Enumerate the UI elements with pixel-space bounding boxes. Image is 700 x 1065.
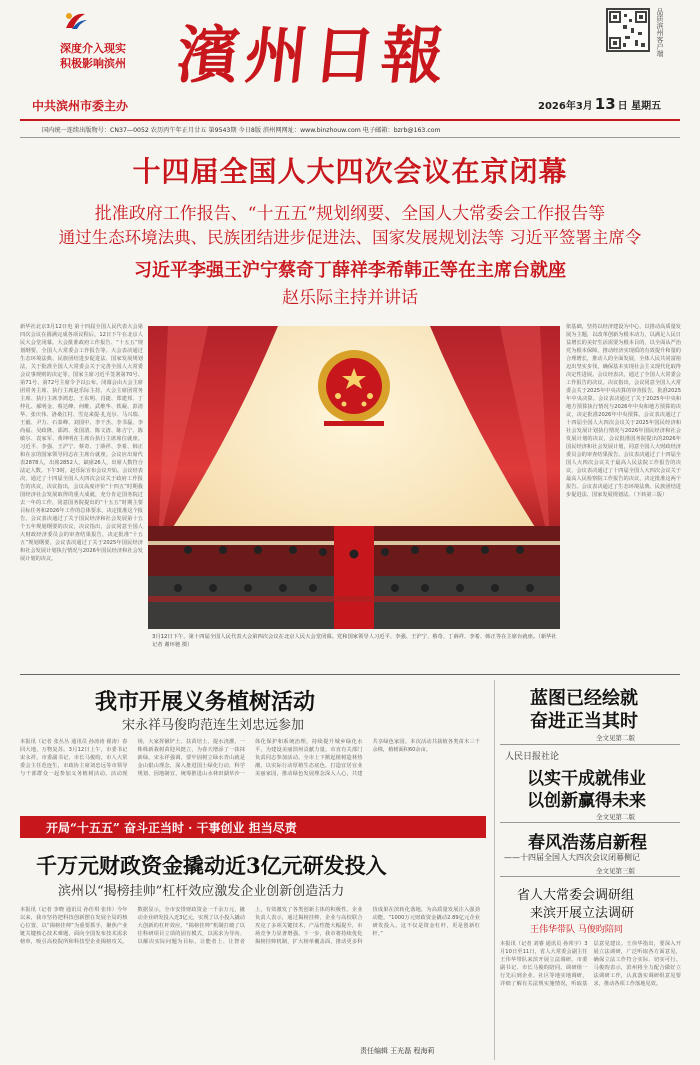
sidebar-item-2-source: 人民日报社论 <box>505 752 560 762</box>
qr-code-icon[interactable] <box>606 8 650 52</box>
tree-subhead: 宋永祥马俊昀范连生刘忠远参加 <box>122 718 305 733</box>
sidebar-rule-2 <box>500 822 680 823</box>
lead-subhead-4: 赵乐际主持并讲话 <box>282 288 418 308</box>
sidebar-item-4-subhead: 王伟华带队 马俊昀陪同 <box>530 925 623 935</box>
sidebar-rule-1 <box>500 744 680 745</box>
sidebar-item-4-body: 本报讯（记者 刘睿 通讯员 孙邦宇）3月10日至11日，省人大常委会副主任王伟华带队来滨开展立法调研。市委副书记、市长马俊昀陪同。调研组一行先后到企业、社区等地实地调研，详细了解有关法规实施情况，听取基层意见建议。王伟华指出，要深入开展立法调研，广泛听取各方面意见，确保立法工作符合实际、切实可行。马俊昀表示，滨州将全力配合做好立法调研工作，认真落实调研组意见要求，推动各项工作落地见效。 <box>500 941 681 987</box>
sidebar-item-2-line-1[interactable]: 以实干成就伟业 <box>527 769 646 789</box>
sidebar-divider <box>494 680 495 1060</box>
sidebar-item-2-ref[interactable]: 全文见第二版 <box>596 813 635 821</box>
tree-headline[interactable]: 我市开展义务植树活动 <box>95 689 316 715</box>
sidebar-item-4-line-2[interactable]: 来滨开展立法调研 <box>530 906 635 921</box>
lead-headline[interactable]: 十四届全国人大四次会议在京闭幕 <box>132 155 568 188</box>
section-divider <box>20 674 680 675</box>
sidebar-item-1-line-1[interactable]: 蓝图已经绘就 <box>530 688 638 709</box>
qr-caption: 品质滨州客户端 <box>656 8 664 57</box>
lead-article-left: 新华社北京3月12日电 第十四届全国人民代表大会第四次会议在圆满完成各项议程后，12日下午在北京人民大会堂闭幕。大会批准政府工作报告、“十五五”规划纲要，全国人大常委会工作报告等。大会表决通过生态环境法典、民族团结进步促进法、国家发展规划法，关于批准全国人大常委会关于完善全国人大常委会议事规则的决定等。国家主席习近平签署第70号、第71号、第72号主席令予以公布。闭幕会由大会主席团常务主席、执行主席赵乐际主持。大会主席团常务主席、执行主席李鸿忠、王东明、肖捷、郑建邦、丁仲礼、郝明金、蔡达峰、何维、武维华、铁凝、彭清华、张庆伟、洛桑江村、雪克来提·扎克尔、马兴瑞、王毅、尹力、石泰峰、刘国中、李干杰、李书磊、李尚福、吴政隆、邵鸿、张国清、陈文清、陈吉宁、陈敏尔、袁家军、黄坤明在主席台执行主席席位就座。习近平、李强、王沪宁、蔡奇、丁薛祥、李希、韩正和在京的国家领导同志在主席台就座。会议应出席代表2878人，出席2852人，缺席26人，出席人数符合法定人数。下午3时，赵乐际宣布会议开始。会议经表决，通过了十四届全国人大四次会议关于政府工作报告的决议，决议指出，会议高度评价“十四五”时期我国经济社会发展取得的重大成就，充分肯定国务院过去一年的工作，同意国务院提出的“十五五”时期主要目标任务和2026年工作的总体要求，决定批准这个报告。会议表决通过了关于国民经济和社会发展第十五个五年规划纲要的决议，决议指出，会议同意全国人大财政经济委员会的审查结果报告，决定批准“十五五”规划纲要。会议表决通过了关于2025年国民经济和社会发展计划执行情况与2026年国民经济和社会发展计划的决议。 <box>20 324 143 562</box>
date-year-month: 2026年3月 <box>538 101 593 112</box>
sidebar-item-3-line-1[interactable]: 春风浩荡启新程 <box>528 833 647 853</box>
invest-article-body: 本报讯（记者 李晓 通讯员 孙佳琪 张伟）今年以来，我市坚持把科技创新摆在发展全局的核心位置，以“揭榜挂帅”为重要抓手，聚焦产业链关键核心技术难题，面向全国发布技术需求榜单，吸引高校院所和科技型企业揭榜攻关。数据显示，全市安排财政资金一千余万元，撬动企业研发投入近3亿元，实现了以小投入撬动大创新的杠杆效应。“揭榜挂帅”机制打破了以往科研项目立项的固有模式，以需求为导向、以解决实际问题为目标，让能者上、让智者上，有效激发了各类创新主体的积极性。企业负责人表示，通过揭榜挂帅，企业与高校联合攻克了多项关键技术，产品性能大幅提升，市场竞争力显著增强。下一步，我市将持续优化揭榜挂帅机制，扩大榜单覆盖面，推动更多科技成果在滨转化落地，为高质量发展注入强劲动能。“1000万元财政资金撬动2.89亿元企业研发投入，这不仅是资金杠杆，更是创新杠杆。” <box>20 907 480 945</box>
lead-article-right: 依基础，坚持以经济建设为中心，以推动高质量发展为主题，以改革创新为根本动力，以满足人民日益增长的美好生活需要为根本目的，以全面从严治党为根本保障，推动经济实现质的有效提升和量的合理增长，推动人的全面发展，全体人民共同富裕迈出坚实步伐，确保基本实现社会主义现代化取得决定性进展。会议经表决，通过了全国人大常委会工作报告的决议。决议指出，会议同意全国人大常委会关于2025年中央决算的审查报告，批准2025年中央决算。会议表决通过了关于2025年中央和地方预算执行情况与2026年中央和地方预算的决议，决定批准2026年中央预算。会议表决通过了十四届全国人大四次会议关于2025年国民经济和社会发展计划执行情况与2026年国民经济和社会发展计划的决议，会议批准国务院提出的2026年国民经济和社会发展计划，同意全国人大财政经济委员会的审查结果报告。会议表决通过了十四届全国人大四次会议关于最高人民法院工作报告的决议，会议表决通过了十四届全国人大四次会议关于最高人民检察院工作报告的决议，决定批准这两个报告。会议表决通过了生态环境法典、民族团结进步促进法、国家发展规划法。（下转第三版） <box>566 324 681 498</box>
sidebar-item-1-ref[interactable]: 全文见第二版 <box>596 734 635 742</box>
invest-headline[interactable]: 千万元财政资金撬动近3亿元研发投入 <box>36 853 387 878</box>
sidebar-rule-3 <box>500 876 680 877</box>
info-bar: 国内统一连续出版物号：CN37—0052 农历丙午年正月廿五 第9543期 今日8版 滨州网网址：www.binzhouw.com 电子邮箱：bzrb@163.com <box>42 127 441 134</box>
lead-subhead-3: 习近平李强王沪宁蔡奇丁薛祥李希韩正等在主席台就座 <box>134 260 566 281</box>
sidebar-item-1-line-2[interactable]: 奋进正当其时 <box>530 711 638 732</box>
date-weekday: 日 星期五 <box>617 101 662 112</box>
invest-subhead: 滨州以“揭榜挂帅”杠杆效应激发企业创新创造活力 <box>58 884 345 899</box>
slogan-emblem-icon <box>63 10 89 32</box>
campaign-banner <box>20 816 486 838</box>
lead-subhead-1: 批准政府工作报告、“十五五”规划纲要、全国人大常委会工作报告等 <box>94 204 606 224</box>
date-day: 13 <box>594 95 616 113</box>
sponsor-label: 中共滨州市委主办 <box>32 99 129 113</box>
banner-text: 开局“十五五” 奋斗正当时 · 干事创业 担当尽责 <box>46 821 297 835</box>
masthead <box>0 0 700 118</box>
issue-date <box>538 95 661 113</box>
tree-article-body: 本报讯（记者 张丛丛 通讯员 孙涛涛 翟涛）春回大地，万物复苏。3月12日上午，市委书记宋永祥，市委副书记、市长马俊昀，市人大常委会主任范连生，市政协主席刘忠远等市领导与干部群众一起参加义务植树活动。活动现场，大家挥锹铲土、扶苗培土、提水浇灌，一株株新栽树苗迎风挺立，为春天增添了一抹抹新绿。宋永祥强调，要牢固树立绿水青山就是金山银山理念，深入推进国土绿化行动，科学规划、因地制宜，统筹推进山水林田湖草沙一体化保护和系统治理，持续提升城乡绿化水平，为建设美丽滨州贡献力量。市直有关部门负责同志参加活动。全市上下掀起植树造林热潮，以实际行动厚植生态底色，打造宜居宜业美丽家园，推动绿色发展理念深入人心，共建共享绿色家园。本次活动共栽植各类苗木三千余株，植树面积60余亩。 <box>20 739 480 777</box>
sidebar-item-3-line-2: ——十四届全国人大四次会议闭幕侧记 <box>504 853 640 862</box>
sidebar-item-3-ref[interactable]: 全文见第三版 <box>596 867 635 875</box>
lead-photo[interactable] <box>148 326 560 629</box>
info-bar-divider <box>20 137 680 138</box>
slogan-line-2: 积极影响滨州 <box>60 57 126 70</box>
sidebar-item-4-line-1[interactable]: 省人大常委会调研组 <box>517 888 635 903</box>
slogan-line-1: 深度介入现实 <box>60 42 126 55</box>
lead-subhead-2: 通过生态环境法典、民族团结进步促进法、国家发展规划法等 习近平签署主席令 <box>58 228 642 247</box>
editor-credit: 责任编辑 王光磊 程海莉 <box>360 1047 435 1055</box>
sidebar-item-2-line-2[interactable]: 以创新赢得未来 <box>527 791 646 811</box>
newspaper-logo: 濱州日報 <box>173 19 454 92</box>
masthead-divider <box>20 119 680 121</box>
photo-caption: 3月12日下午，第十四届全国人民代表大会第四次会议在北京人民大会堂闭幕。党和国家领导人习近平、李强、王沪宁、蔡奇、丁薛祥、李希、韩正等在主席台就座。（新华社记者 谢环驰 摄） <box>152 634 557 648</box>
